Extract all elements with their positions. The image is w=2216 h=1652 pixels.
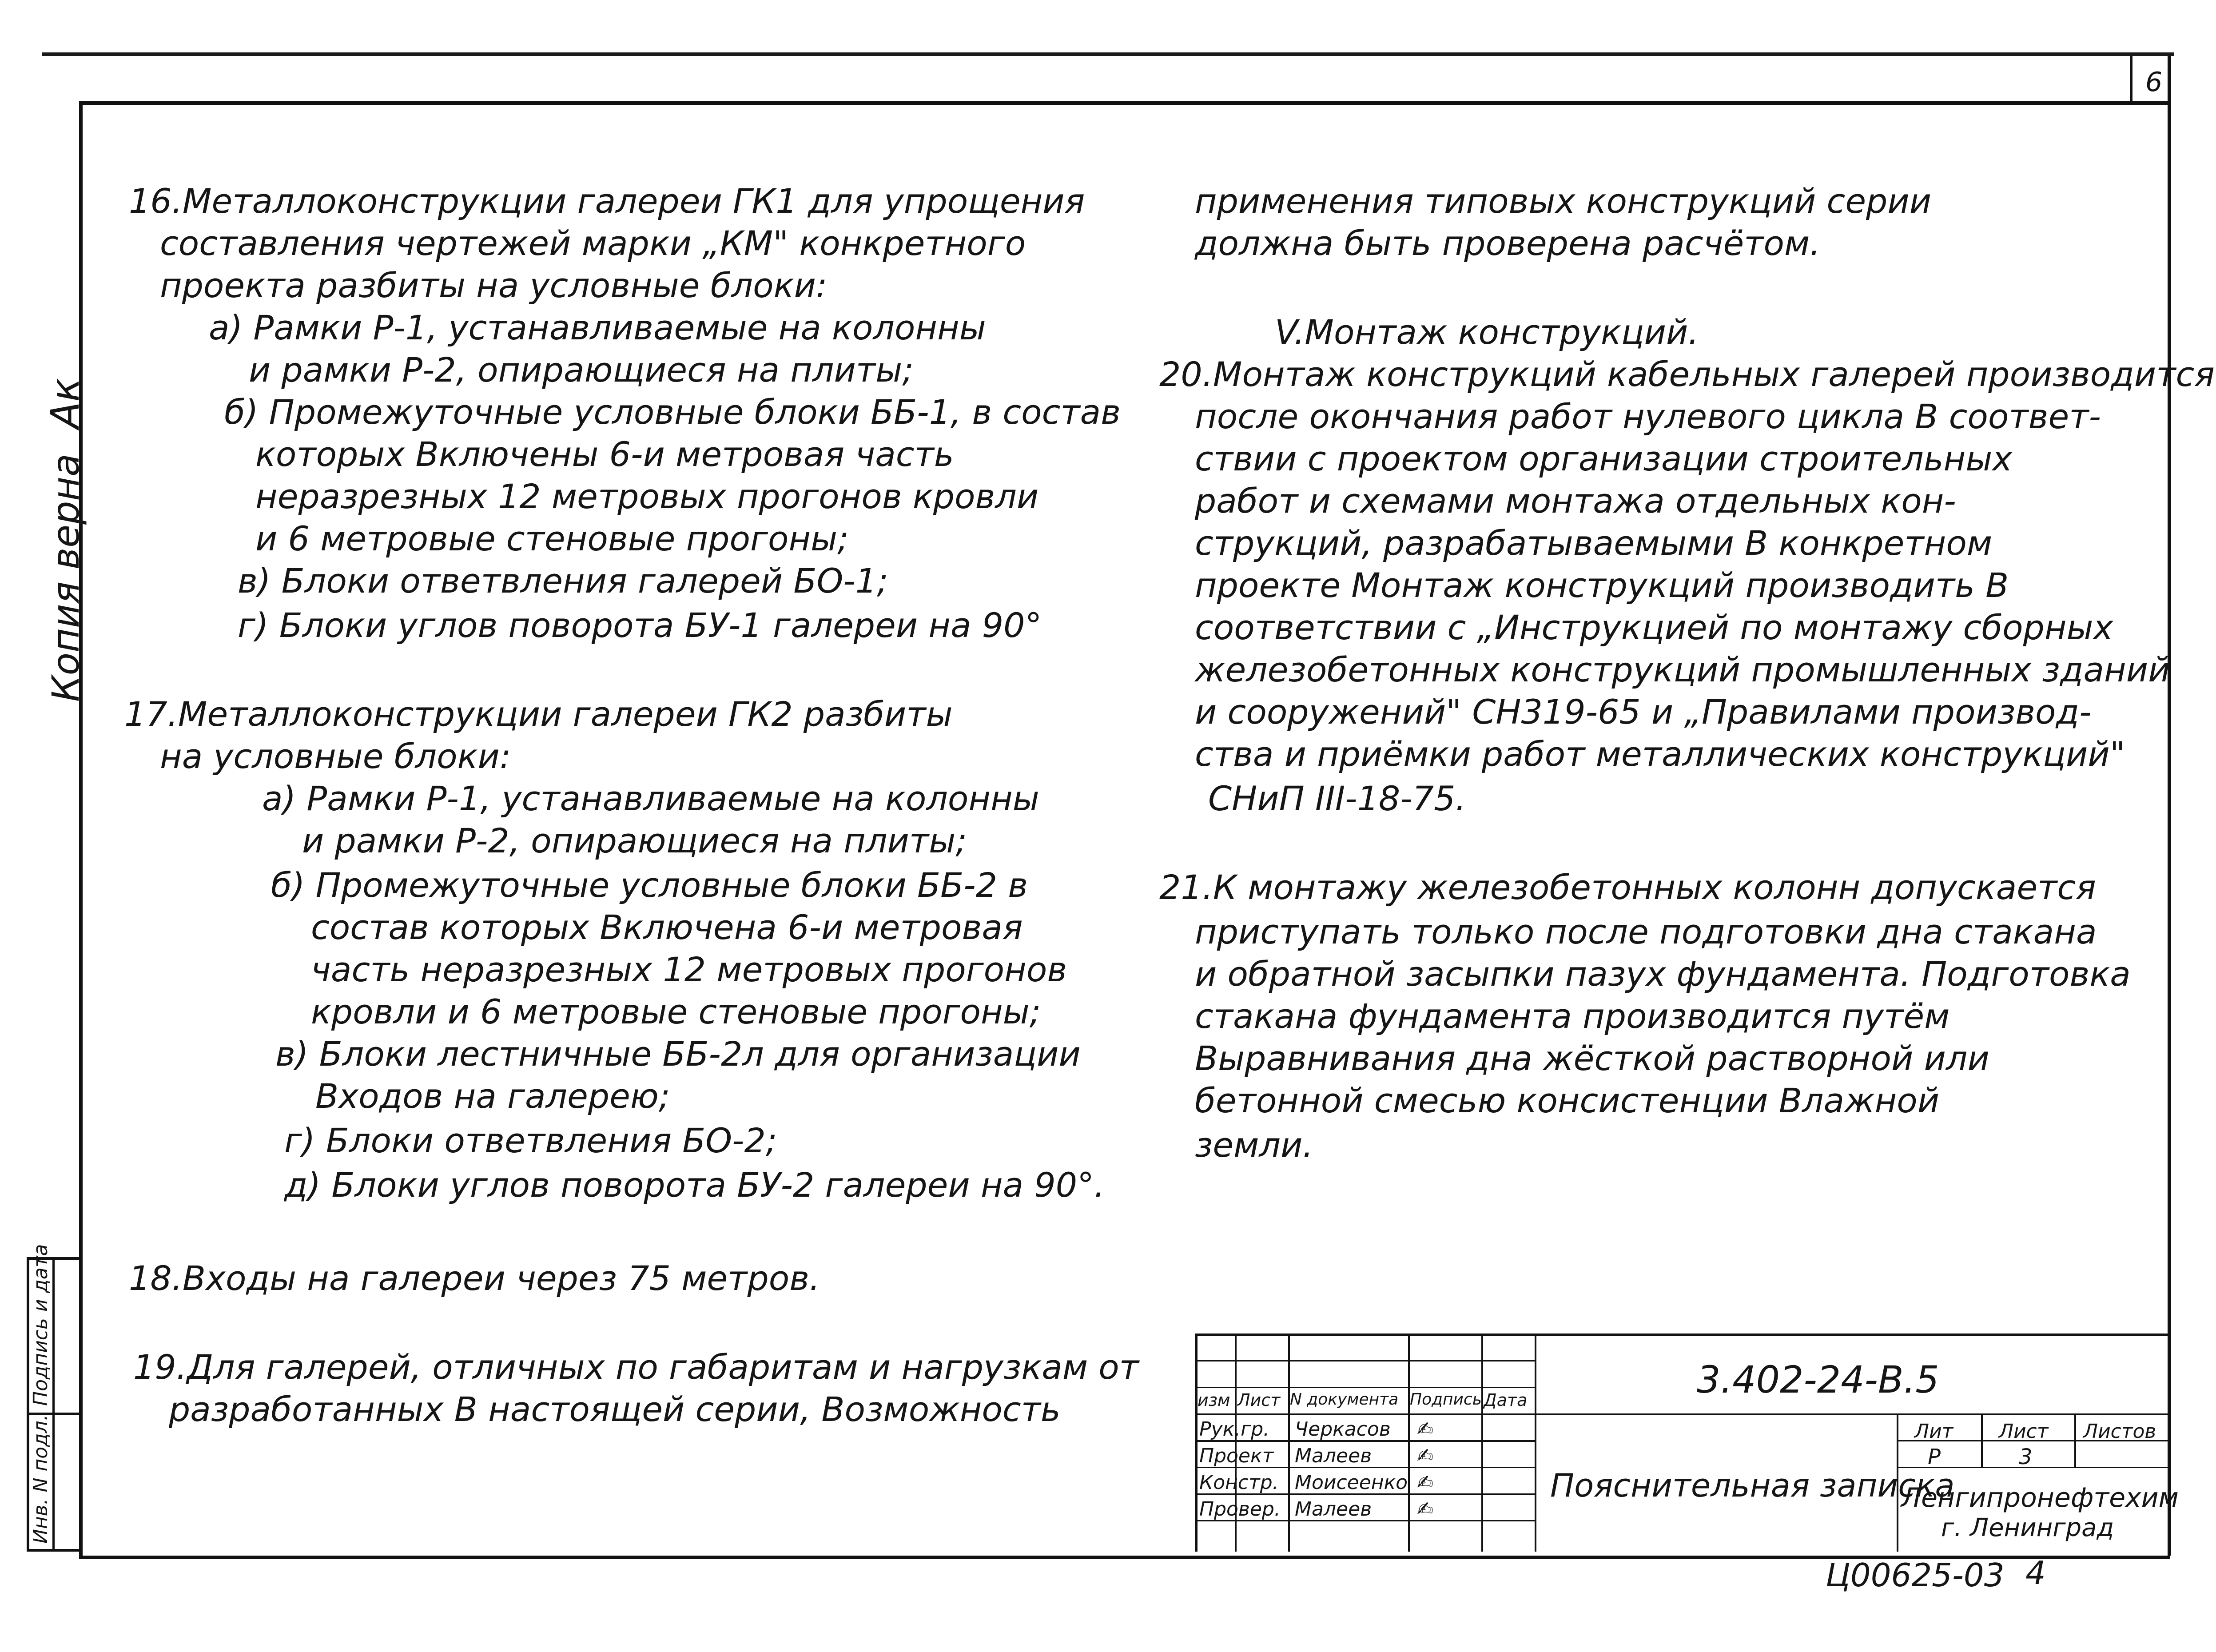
document-code: 3.402-24-В.5	[1697, 1358, 1939, 1401]
side-signature: Ак	[42, 378, 88, 429]
inventory-number-label: Инв. N подл.	[29, 1414, 52, 1544]
footer-mark: 4	[2025, 1554, 2046, 1592]
text-line: и обратной засыпки пазух фундамента. Подготовка	[1195, 954, 2131, 994]
text-line: а) Рамки Р-1, устанавливаемые на колонны	[209, 308, 986, 347]
text-line: работ и схемами монтажа отдельных кон-	[1195, 481, 1956, 521]
text-line: 16.Металлоконструкции галереи ГК1 для упрощения	[129, 181, 1085, 221]
paragraph-18: 18.Входы на галереи через 75 метров.	[129, 1258, 820, 1298]
role-constructor: Констр.	[1199, 1471, 1279, 1494]
section-heading: V.Монтаж конструкций.	[1275, 312, 1699, 352]
name-constructor: Моисеенко	[1295, 1471, 1408, 1494]
col-header-change: изм	[1198, 1390, 1230, 1410]
text-line: струкций, разрабатываемыми В конкретном	[1195, 523, 1993, 563]
text-line: должна быть проверена расчётом.	[1195, 223, 1821, 263]
col-header-sheet: Лист	[1237, 1390, 1281, 1410]
right-border-line	[2168, 56, 2171, 1556]
text-line: земли.	[1195, 1125, 1313, 1165]
text-line: г) Блоки углов поворота БУ-1 галереи на 90°	[238, 605, 1042, 645]
name-checker: Малеев	[1295, 1498, 1372, 1521]
text-line: и 6 метровые стеновые прогоны;	[255, 519, 849, 558]
text-line: стакана фундамента производится путём	[1195, 996, 1950, 1036]
text-line: ства и приёмки работ металлических конструкций"	[1195, 734, 2125, 774]
copy-certified-text: Копия верна	[44, 454, 88, 702]
sheet-number: 3	[2019, 1445, 2033, 1469]
text-line: разработанных В настоящей серии, Возможность	[169, 1389, 1061, 1429]
name-lead: Черкасов	[1295, 1418, 1391, 1441]
footer-code: Ц00625-03	[1826, 1556, 2005, 1594]
text-line: 19.Для галерей, отличных по габаритам и нагрузкам от	[133, 1347, 1139, 1387]
col-header-date: Дата	[1484, 1390, 1528, 1410]
text-line: и сооружений" СН319-65 и „Правилами производ-	[1195, 692, 2092, 732]
text-line: и рамки Р-2, опирающиеся на плиты;	[249, 350, 914, 390]
text-line: б) Промежуточные условные блоки ББ-1, в состав	[224, 392, 1121, 432]
col-header-doc-number: N документа	[1290, 1390, 1399, 1409]
text-line: после окончания работ нулевого цикла В соответ-	[1195, 397, 2101, 436]
text-line: в) Блоки лестничные ББ-2л для организации	[275, 1034, 1081, 1074]
text-line: часть неразрезных 12 метровых прогонов	[311, 950, 1067, 989]
text-line: 21.К монтажу железобетонных колонн допускается	[1159, 868, 2096, 907]
text-line: СНиП III-18-75.	[1208, 779, 1466, 818]
stage-header-sheet: Лист	[1999, 1420, 2049, 1443]
copy-certified-note	[42, 378, 88, 702]
document-title: Пояснительная записка	[1550, 1467, 1955, 1504]
text-line: г) Блоки ответвления БО-2;	[284, 1121, 777, 1160]
text-line: и рамки Р-2, опирающиеся на плиты;	[302, 821, 967, 860]
text-line: 17.Металлоконструкции галереи ГК2 разбиты	[124, 694, 953, 734]
signature-design: ✍	[1417, 1445, 1433, 1467]
text-line: проекте Монтаж конструкций производить В	[1195, 565, 2009, 605]
text-line: приступать только после подготовки дна стакана	[1195, 912, 2097, 951]
text-line: кровли и 6 метровые стеновые прогоны;	[311, 992, 1041, 1031]
text-line: бетонной смесью консистенции Влажной	[1195, 1081, 1940, 1120]
text-line: Выравнивания дна жёсткой растворной или	[1195, 1039, 1989, 1078]
organization-city: г. Ленинград	[1941, 1513, 2114, 1542]
stage-letter: Р	[1928, 1445, 1941, 1469]
text-line: ствии с проектом организации строительных	[1195, 439, 2013, 478]
text-line: проекта разбиты на условные блоки:	[160, 266, 828, 305]
signature-checker: ✍	[1417, 1498, 1433, 1521]
stage-header-letter: Лит	[1914, 1420, 1953, 1443]
page-number: 6	[2145, 67, 2163, 98]
text-line: железобетонных конструкций промышленных зданий	[1195, 650, 2170, 689]
text-line: а) Рамки Р-1, устанавливаемые на колонны	[262, 779, 1039, 818]
text-line: в) Блоки ответвления галерей БО-1;	[238, 561, 888, 601]
role-design: Проект	[1199, 1445, 1274, 1467]
stage-header-sheets: Листов	[2083, 1420, 2156, 1443]
text-line: которых Включены 6-и метровая часть	[255, 434, 954, 474]
text-line: на условные блоки:	[160, 736, 511, 776]
text-line: неразрезных 12 метровых прогонов кровли	[255, 477, 1039, 516]
text-line: д) Блоки углов поворота БУ-2 галереи на 90°.	[284, 1165, 1105, 1205]
signature-constructor: ✍	[1417, 1471, 1433, 1494]
name-design: Малеев	[1295, 1445, 1372, 1467]
top-border-line	[42, 52, 2174, 56]
signature-lead: ✍	[1417, 1418, 1433, 1441]
text-line: 20.Монтаж конструкций кабельных галерей производится	[1159, 354, 2215, 394]
text-line: составления чертежей марки „КМ" конкретного	[160, 223, 1026, 263]
margin-stamp-strip	[27, 1244, 79, 1552]
text-line: соответствии с „Инструкцией по монтажу сборных	[1195, 608, 2113, 647]
text-line: применения типовых конструкций серии	[1195, 181, 1932, 221]
signature-date-label: Подпись и дата	[29, 1244, 52, 1406]
text-line: Входов на галерею;	[315, 1076, 670, 1116]
text-line: б) Промежуточные условные блоки ББ-2 в	[271, 865, 1028, 905]
role-checker: Провер.	[1199, 1498, 1281, 1521]
col-header-signature: Подпись	[1410, 1390, 1482, 1409]
text-line: состав которых Включена 6-и метровая	[311, 908, 1023, 947]
title-block	[1195, 1334, 2179, 1552]
role-lead: Рук.гр.	[1199, 1418, 1270, 1441]
organization-name: Ленгипронефтехим	[1901, 1482, 2179, 1513]
